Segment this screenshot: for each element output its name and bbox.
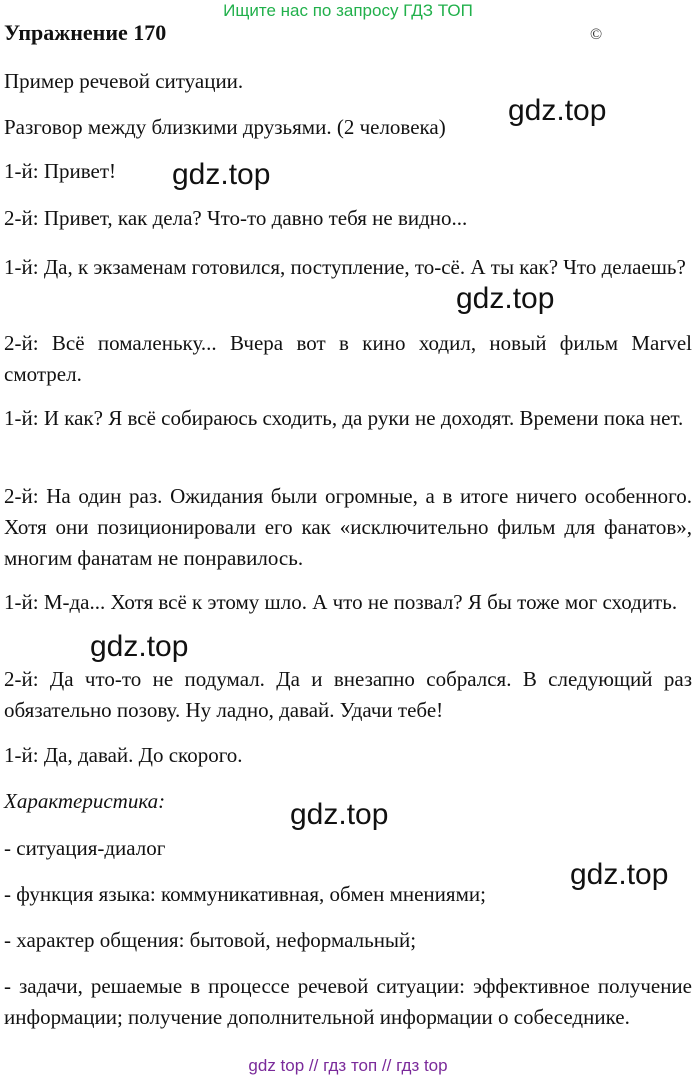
paragraph: 1-й: М-да... Хотя всё к этому шло. А что не позвал? Я бы тоже мог сходить. bbox=[4, 590, 678, 614]
watermark: gdz.top bbox=[290, 798, 389, 831]
watermark: gdz.top bbox=[456, 282, 555, 315]
exercise-title: Упражнение 170 bbox=[4, 20, 167, 45]
list-item: - задачи, решаемые в процессе речевой ситуации: эффективное получение информации; получение дополнительной информации о собеседнике. bbox=[4, 974, 692, 1029]
paragraph: 1-й: Да, к экзаменам готовился, поступление, то-сё. А ты как? Что делаешь? bbox=[4, 255, 686, 279]
watermark: gdz.top bbox=[508, 94, 607, 127]
paragraph: 1-й: И как? Я всё собираюсь сходить, да руки не доходят. Времени пока нет. bbox=[4, 406, 684, 430]
characteristics-heading: Характеристика: bbox=[4, 789, 166, 813]
list-item: - характер общения: бытовой, неформальный; bbox=[4, 928, 417, 952]
paragraph: Пример речевой ситуации. bbox=[4, 69, 244, 93]
watermark: gdz.top bbox=[90, 630, 189, 663]
watermark: gdz.top bbox=[570, 858, 669, 891]
list-item: - функция языка: коммуникативная, обмен мнениями; bbox=[4, 882, 486, 906]
paragraph: 2-й: Всё помаленьку... Вчера вот в кино ходил, новый фильм Marvel смотрел. bbox=[4, 331, 692, 386]
top-banner[interactable]: Ищите нас по запросу ГДЗ ТОП bbox=[223, 1, 473, 20]
footer-links[interactable]: gdz top // гдз топ // гдз top bbox=[248, 1056, 448, 1075]
copyright-mark: © bbox=[590, 26, 603, 43]
list-item: - ситуация-диалог bbox=[4, 836, 166, 860]
paragraph: 2-й: Привет, как дела? Что-то давно тебя не видно... bbox=[4, 206, 468, 230]
paragraph: 1-й: Да, давай. До скорого. bbox=[4, 743, 243, 767]
watermark: gdz.top bbox=[172, 158, 271, 191]
paragraph: 2-й: Да что-то не подумал. Да и внезапно собрался. В следующий раз обязательно позову. Ну ладно, давай. Удачи тебе! bbox=[4, 667, 692, 722]
paragraph: Разговор между близкими друзьями. (2 человека) bbox=[4, 115, 446, 139]
paragraph: 1-й: Привет! bbox=[4, 159, 117, 183]
paragraph: 2-й: На один раз. Ожидания были огромные, а в итоге ничего особенного. Хотя они позиционировали его как «исключительно фильм для фанатов», многим фанатам не понравилось. bbox=[4, 484, 692, 570]
